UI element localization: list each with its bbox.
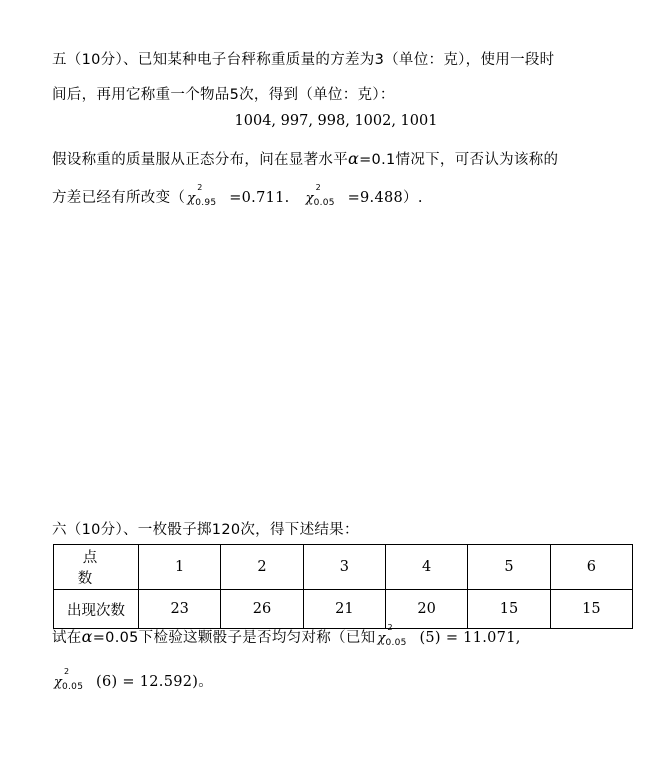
table-cell: 5: [468, 545, 550, 590]
problem6-line2-a: 试在: [52, 630, 82, 646]
chi1-value: = 11.071,: [445, 630, 521, 646]
table-row-label: 点 数: [54, 545, 139, 590]
problem5-line3-b: =0.1情况下，可否认为该称的: [359, 152, 559, 168]
table-cell: 20: [385, 590, 467, 629]
problem6-line2-b: =0.05下检验这颗骰子是否均匀对称（已知: [92, 630, 376, 646]
problem5-data: 1004, 997, 998, 1002, 1001: [234, 113, 438, 129]
problem5-line3: [52, 148, 558, 169]
chi2-value: = 12.592)。: [122, 674, 214, 690]
table-cell: 15: [550, 590, 632, 629]
table-cell: 6: [550, 545, 632, 590]
table-cell: 3: [303, 545, 385, 590]
alpha-symbol: α: [81, 627, 93, 646]
table-cell: 26: [221, 590, 303, 629]
chi2-value: =9.488）.: [347, 190, 423, 206]
chi1-value: =0.711.: [229, 190, 290, 206]
table-cell: 4: [385, 545, 467, 590]
problem6-line1: 六（10分）、一枚骰子掷120次，得下述结果：: [52, 522, 359, 538]
problem6-line2: [52, 623, 521, 648]
table-row: [54, 545, 633, 590]
problem5-line4-a: 方差已经有所改变（: [52, 190, 186, 206]
problem5-line4: [52, 183, 423, 208]
table-cell: 15: [468, 590, 550, 629]
table-cell: 2: [221, 545, 303, 590]
chi-square-symbol: χ 2 0.95: [187, 183, 217, 208]
table-row-label: 出现次数: [54, 590, 139, 629]
table-cell: 23: [139, 590, 221, 629]
dice-results-table: [53, 544, 633, 629]
problem5-line1: 五（10分）、已知某种电子台秤称重质量的方差为3（单位：克），使用一段时: [52, 52, 555, 68]
chi-square-symbol: χ 2 0.05: [377, 623, 407, 648]
problem6-line3: [52, 667, 214, 692]
chi-square-symbol: χ 2 0.05: [305, 183, 335, 208]
problem5-line2: 间后，再用它称重一个物品5次，得到（单位：克）：: [52, 87, 395, 103]
table-row: [54, 590, 633, 629]
table-cell: 21: [303, 590, 385, 629]
table-cell: 1: [139, 545, 221, 590]
problem5-line3-a: 假设称重的质量服从正态分布，问在显著水平: [52, 152, 348, 168]
chi-square-symbol: χ 2 0.05: [54, 667, 84, 692]
chi1-arg: (5): [419, 630, 441, 646]
alpha-symbol: α: [348, 149, 360, 168]
chi2-arg: (6): [96, 674, 118, 690]
